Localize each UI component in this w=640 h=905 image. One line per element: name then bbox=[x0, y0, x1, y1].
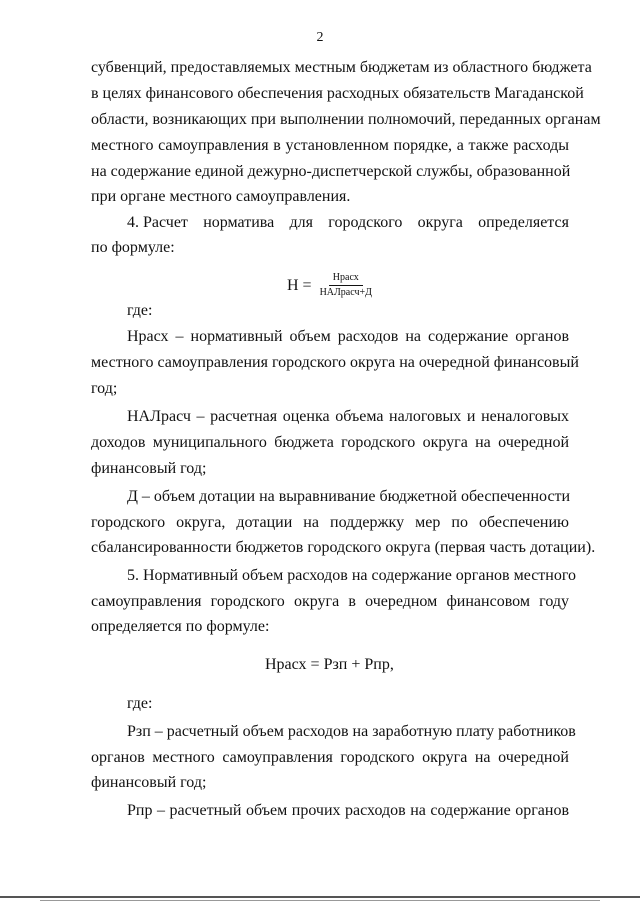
definition-line: Д – объем дотации на выравнивание бюджетной обеспеченности bbox=[127, 488, 571, 505]
formula-n bbox=[287, 272, 376, 299]
item-5-line: самоуправления городского округа в очередном финансовом году bbox=[91, 593, 569, 610]
definition-line: Рпр – расчетный объем прочих расходов на содержание органов bbox=[127, 802, 569, 819]
definition-line: год; bbox=[91, 380, 118, 397]
formula-nrash: Нрасх = Рзп + Рпр, bbox=[265, 656, 394, 673]
paragraph-line: на содержание единой дежурно-диспетчерской службы, образованной bbox=[91, 163, 571, 180]
where-label: где: bbox=[127, 695, 153, 712]
paragraph-line: в целях финансового обеспечения расходных обязательств Магаданской bbox=[91, 85, 584, 102]
scan-edge-line bbox=[0, 896, 640, 898]
definition-line: Рзп – расчетный объем расходов на заработную плату работников bbox=[127, 723, 576, 740]
definition-line: финансовый год; bbox=[91, 460, 207, 477]
item-5-line: определяется по формуле: bbox=[91, 618, 270, 635]
formula-fraction bbox=[316, 272, 376, 299]
paragraph-line: области, возникающих при выполнении полномочий, переданных органам bbox=[91, 111, 601, 128]
scan-edge-line bbox=[40, 900, 600, 901]
page-number: 2 bbox=[316, 30, 324, 45]
formula-numerator: Нрасх bbox=[329, 272, 363, 286]
definition-line: НАЛрасч – расчетная оценка объема налоговых и неналоговых bbox=[127, 408, 569, 425]
item-4-line: 4. Расчет норматива для городского округа определяется bbox=[127, 214, 569, 231]
definition-line: органов местного самоуправления городского округа на очередной bbox=[91, 749, 569, 766]
paragraph-line: при органе местного самоуправления. bbox=[91, 188, 351, 205]
paragraph-line: субвенций, предоставляемых местным бюджетам из областного бюджета bbox=[91, 59, 592, 76]
definition-line: финансовый год; bbox=[91, 774, 207, 791]
definition-line: местного самоуправления городского округа на очередной финансовый bbox=[91, 354, 579, 371]
item-4-line: по формуле: bbox=[91, 239, 175, 256]
definition-line: доходов муниципального бюджета городского округа на очередной bbox=[91, 434, 569, 451]
definition-line: Нрасх – нормативный объем расходов на содержание органов bbox=[127, 328, 569, 345]
definition-line: сбалансированности бюджетов городского округа (первая часть дотации). bbox=[91, 539, 596, 556]
where-label: где: bbox=[127, 302, 153, 319]
paragraph-line: местного самоуправления в установленном порядке, а также расходы bbox=[91, 137, 569, 154]
formula-denominator: НАЛрасч+Д bbox=[319, 287, 372, 298]
definition-line: городского округа, дотации на поддержку мер по обеспечению bbox=[91, 514, 569, 531]
formula-lhs: Н = bbox=[287, 276, 312, 294]
item-5-line: 5. Нормативный объем расходов на содержание органов местного bbox=[127, 567, 577, 584]
